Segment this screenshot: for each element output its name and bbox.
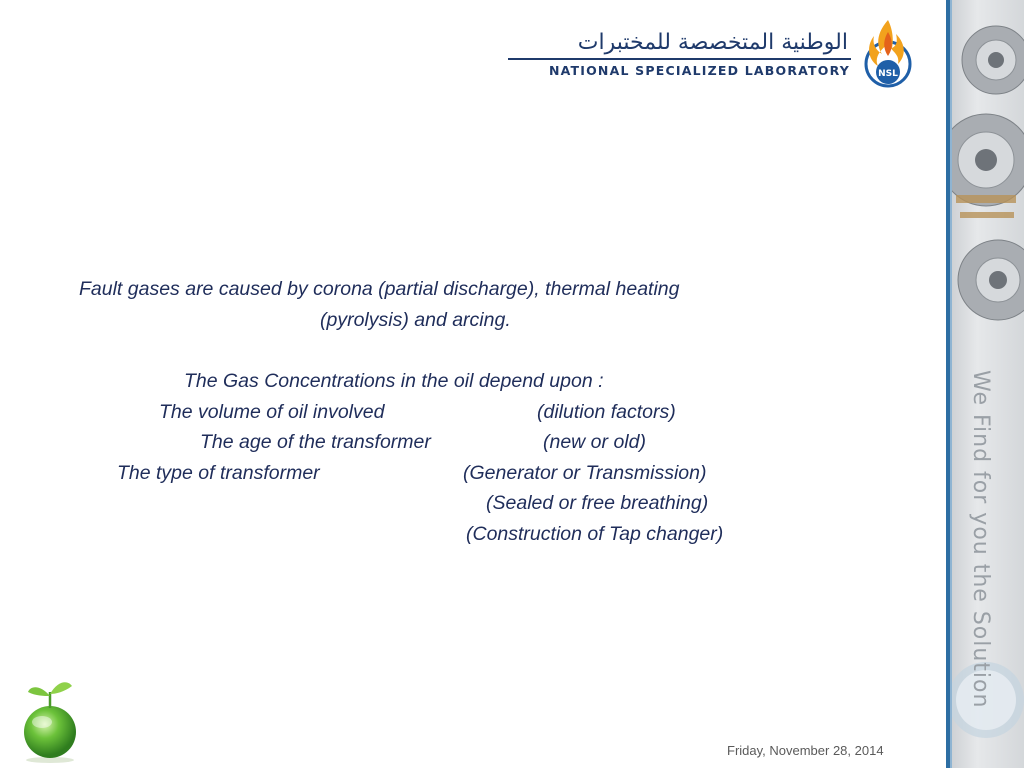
- intro-line-1: Fault gases are caused by corona (partial discharge), thermal heating: [79, 278, 680, 300]
- flame-emblem-icon: [852, 14, 920, 92]
- factor-type-note-1: (Generator or Transmission): [463, 462, 707, 484]
- slide-date: Friday, November 28, 2014: [727, 743, 884, 758]
- green-globe-icon: [18, 672, 82, 764]
- factor-type-note-3: (Construction of Tap changer): [466, 523, 724, 545]
- logo-arabic-text: الوطنية المتخصصة للمختبرات: [577, 30, 848, 55]
- side-tagline: We Find for you the Solution: [968, 370, 993, 709]
- factor-type-label: The type of transformer: [117, 462, 320, 484]
- factor-age-label: The age of the transformer: [200, 431, 431, 453]
- side-band-inner-border: [950, 0, 952, 768]
- gas-concentration-heading: The Gas Concentrations in the oil depend upon :: [184, 370, 604, 392]
- factor-volume-note: (dilution factors): [537, 401, 676, 423]
- logo-english-text: NATIONAL SPECIALIZED LABORATORY: [548, 63, 850, 78]
- intro-line-2: (pyrolysis) and arcing.: [320, 309, 511, 331]
- logo-divider: [508, 58, 851, 60]
- factor-age-note: (new or old): [543, 431, 646, 453]
- factor-volume-label: The volume of oil involved: [159, 401, 385, 423]
- factor-type-note-2: (Sealed or free breathing): [486, 492, 709, 514]
- company-logo: [505, 14, 920, 92]
- emblem-text: NSL: [878, 69, 898, 79]
